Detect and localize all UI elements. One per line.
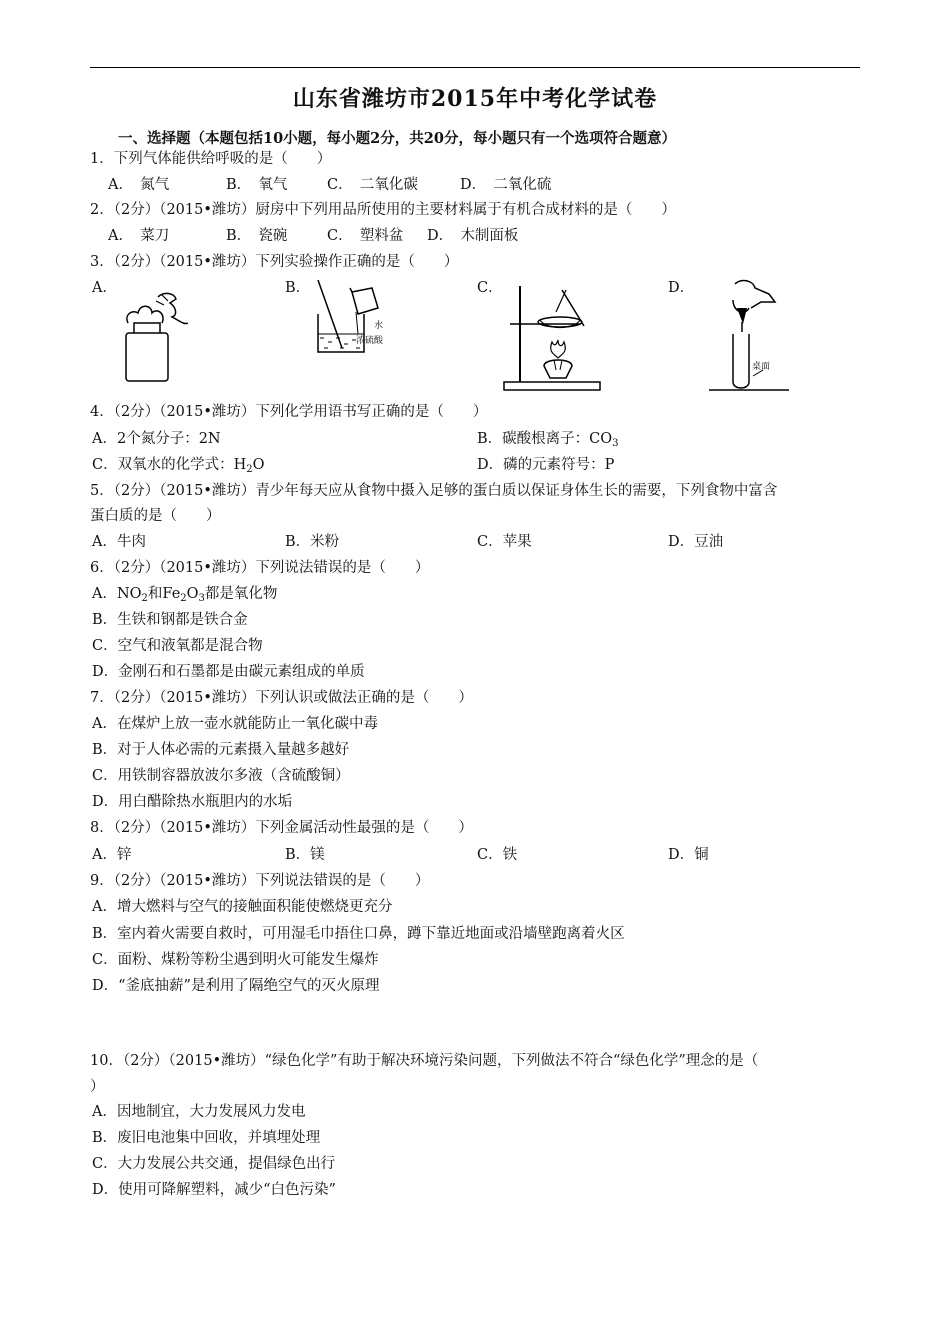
- q9-option-d: D．“釜底抽薪”是利用了隔绝空气的灭火原理: [92, 978, 380, 994]
- q3-stem: 3．（2分）（2015•潍坊）下列实验操作正确的是（ ）: [90, 254, 459, 270]
- q9-option-a: A．增大燃料与空气的接触面积能使燃烧更充分: [92, 899, 393, 915]
- q3-option-d: D．: [668, 280, 695, 296]
- q9-stem: 9．（2分）（2015•潍坊）下列说法错误的是（ ）: [90, 873, 430, 889]
- q10-option-a: A．因地制宜，大力发展风力发电: [92, 1104, 306, 1120]
- q3-figure-b-label-water: 水: [374, 321, 384, 331]
- q6-option-b: B．生铁和钢都是铁合金: [92, 612, 248, 628]
- q6-stem: 6．（2分）（2015•潍坊）下列说法错误的是（ ）: [90, 560, 430, 576]
- q8-option-d: D．铜: [668, 847, 709, 863]
- q2-option-c: C． 塑料盆: [327, 228, 404, 244]
- section-heading: 一、选择题（本题包括10小题，每小题2分，共20分，每小题只有一个选项符合题意）: [118, 130, 676, 147]
- q4-option-c: C．双氧水的化学式：$H_2O$: [92, 457, 265, 475]
- q3-option-b: B．: [285, 280, 311, 296]
- q10-option-d: D．使用可降解塑料，减少“白色污染”: [92, 1182, 336, 1198]
- q2-stem: 2．（2分）（2015•潍坊）厨房中下列用品所使用的主要材料属于有机合成材料的是（ ）: [90, 202, 676, 218]
- q3-figure-a-bottle: [118, 285, 198, 385]
- q5-option-d: D．豆油: [668, 534, 724, 550]
- q6-option-d: D．金刚石和石墨都是由碳元素组成的单质: [92, 664, 365, 680]
- q5-stem-line2: 蛋白质的是（ ）: [90, 508, 221, 524]
- q3-option-a: A．: [92, 280, 117, 296]
- q10-option-c: C．大力发展公共交通，提倡绿色出行: [92, 1156, 336, 1172]
- q7-stem: 7．（2分）（2015•潍坊）下列认识或做法正确的是（ ）: [90, 690, 473, 706]
- q9-option-c: C．面粉、煤粉等粉尘遇到明火可能发生爆炸: [92, 952, 379, 968]
- q4-option-d: D．磷的元素符号：P: [477, 457, 615, 473]
- q2-option-a: A． 菜刀: [108, 228, 170, 244]
- q3-option-c: C．: [477, 280, 503, 296]
- q1-stem: 1．下列气体能供给呼吸的是（ ）: [90, 151, 332, 167]
- q3-figure-c-evaporation: [500, 282, 610, 394]
- q5-stem-line1: 5．（2分）（2015•潍坊）青少年每天应从食物中摄入足够的蛋白质以保证身体生长的需要，下列食物中富含: [90, 483, 778, 499]
- q7-option-a: A．在煤炉上放一壶水就能防止一氧化碳中毒: [92, 716, 378, 732]
- q8-option-c: C．铁: [477, 847, 518, 863]
- page-title: 山东省潍坊市2015年中考化学试卷: [292, 86, 658, 112]
- q6-option-a: A．$NO_2$和$Fe_2O_3$都是氧化物: [92, 586, 278, 604]
- q10-stem-line1: 10．（2分）（2015•潍坊）“绿色化学”有助于解决环境污染问题，下列做法不符合“绿色化学”理念的是（: [90, 1053, 759, 1069]
- q4-option-a: A．2个氮分子：2N: [92, 431, 221, 447]
- q8-option-b: B．镁: [285, 847, 325, 863]
- q5-option-a: A．牛肉: [92, 534, 146, 550]
- q1-option-a: A． 氮气: [108, 177, 170, 193]
- q1-option-c: C． 二氧化碳: [327, 177, 418, 193]
- q2-option-b: B． 瓷碗: [226, 228, 288, 244]
- q5-option-b: B．米粉: [285, 534, 340, 550]
- q7-option-d: D．用白醋除热水瓶胆内的水垢: [92, 794, 293, 810]
- q6-option-c: C．空气和液氧都是混合物: [92, 638, 263, 654]
- q5-option-c: C．苹果: [477, 534, 532, 550]
- header-rule: [90, 67, 860, 68]
- q1-option-d: D． 二氧化硫: [460, 177, 552, 193]
- q4-stem: 4．（2分）（2015•潍坊）下列化学用语书写正确的是（ ）: [90, 404, 488, 420]
- q10-option-b: B．废旧电池集中回收，并填埋处理: [92, 1130, 321, 1146]
- q4-option-b: B．碳酸根离子：$CO_3$: [477, 431, 619, 449]
- q7-option-c: C．用铁制容器放波尔多液（含硫酸铜）: [92, 768, 350, 784]
- q9-option-b: B．室内着火需要自救时，可用湿毛巾捂住口鼻，蹲下靠近地面或沿墙壁跑离着火区: [92, 926, 625, 942]
- q2-option-d: D． 木制面板: [427, 228, 519, 244]
- q3-figure-b-label-acid: 浓硫酸: [356, 336, 384, 346]
- q3-figure-b-beaker: [312, 278, 402, 358]
- q8-option-a: A．锌: [92, 847, 132, 863]
- q3-figure-d-dropper: [705, 278, 795, 396]
- q1-option-b: B． 氧气: [226, 177, 288, 193]
- q8-stem: 8．（2分）（2015•潍坊）下列金属活动性最强的是（ ）: [90, 820, 473, 836]
- q7-option-b: B．对于人体必需的元素摄入量越多越好: [92, 742, 350, 758]
- q3-figure-d-label: 桌面: [752, 362, 771, 372]
- q10-stem-line2: ）: [90, 1079, 105, 1095]
